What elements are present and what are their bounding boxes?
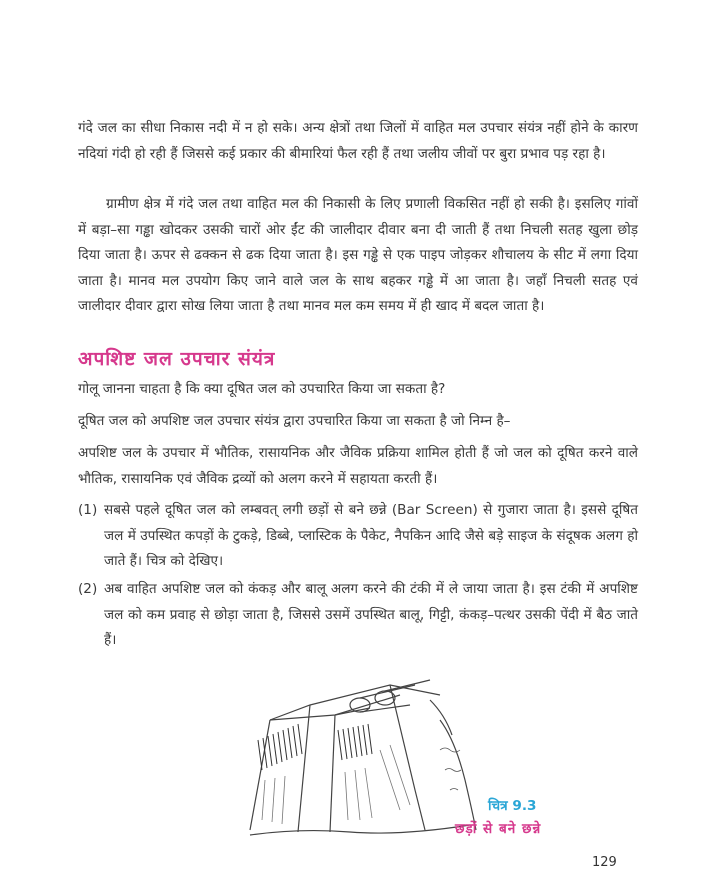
list-item xyxy=(78,577,638,654)
list-item-text: सबसे पहले दूषित जल को लम्बवत् लगी छड़ों से बने छन्ने (Bar Screen) से गुजारा जाता है। इससे दूषित जल में उपस्थित कपड़ों के टुकड़े, डिब्बे, प्लास्टिक के पैकेट, नैपकिन आदि जैसे बड़े साइज के संदूषक अलग हो जाते हैं। चित्र को देखिए। xyxy=(104,502,638,569)
process-text: अपशिष्ट जल के उपचार में भौतिक, रासायनिक और जैविक प्रक्रिया शामिल होती हैं जो जल को दूषित करने वाले भौतिक, रासायनिक एवं जैविक द्रव्यों को अलग करने में सहायता करती हैं। xyxy=(78,445,638,487)
bar-screen-illustration xyxy=(240,660,480,845)
list-item-number: (1) xyxy=(78,502,98,518)
answer-text: दूषित जल को अपशिष्ट जल उपचार संयंत्र द्वारा उपचारित किया जा सकता है जो निम्न है– xyxy=(78,413,511,429)
figure-label: चित्र 9.3 xyxy=(488,798,537,814)
figure-caption: छड़ों से बने छन्ने xyxy=(455,821,542,837)
section-heading: अपशिष्ट जल उपचार संयंत्र xyxy=(78,348,276,370)
list-item xyxy=(78,498,638,575)
paragraph-rural-pit: ग्रामीण क्षेत्र में गंदे जल तथा वाहित मल की निकासी के लिए प्रणाली विकसित नहीं हो सकी है। इसलिए गांवों में बड़ा–सा गड्ढा खोदकर उसकी चारों ओर ईंट की जालीदार दीवार बना दी जाती हैं तथा निचली सतह खुला छोड़ दिया जाता है। ऊपर से ढक्कन से ढक दिया जाता है। इस गड्ढे से एक पाइप जोड़कर शौचालय के सीट में लगा दिया जाता है। मानव मल उपयोग किए जाने वाले जल के साथ बहकर गड्ढे में आ जाता है। जहाँ निचली सतह एवं जालीदार दीवार द्वारा सोख लिया जाता है तथा मानव मल कम समय में ही खाद में बदल जाता है। xyxy=(78,196,638,314)
paragraph-sewage-rivers: गंदे जल का सीधा निकास नदी में न हो सके। अन्य क्षेत्रों तथा जिलों में वाहित मल उपचार संयंत्र नहीं होने के कारण नदियां गंदी हो रही हैं जिससे कई प्रकार की बीमारियां फैल रही हैं तथा जलीय जीवों पर बुरा प्रभाव पड़ रहा है। xyxy=(78,120,638,162)
list-item-text: अब वाहित अपशिष्ट जल को कंकड़ और बालू अलग करने की टंकी में ले जाया जाता है। इस टंकी में अपशिष्ट जल को कम प्रवाह से छोड़ा जाता है, जिससे उसमें उपस्थित बालू, गिट्टी, कंकड़–पत्थर उसकी पेंदी में बैठ जाते हैं। xyxy=(104,581,638,648)
question-text: गोलू जानना चाहता है कि क्या दूषित जल को उपचारित किया जा सकता है? xyxy=(78,381,446,397)
page-number: 129 xyxy=(592,855,617,870)
list-item-number: (2) xyxy=(78,581,98,597)
